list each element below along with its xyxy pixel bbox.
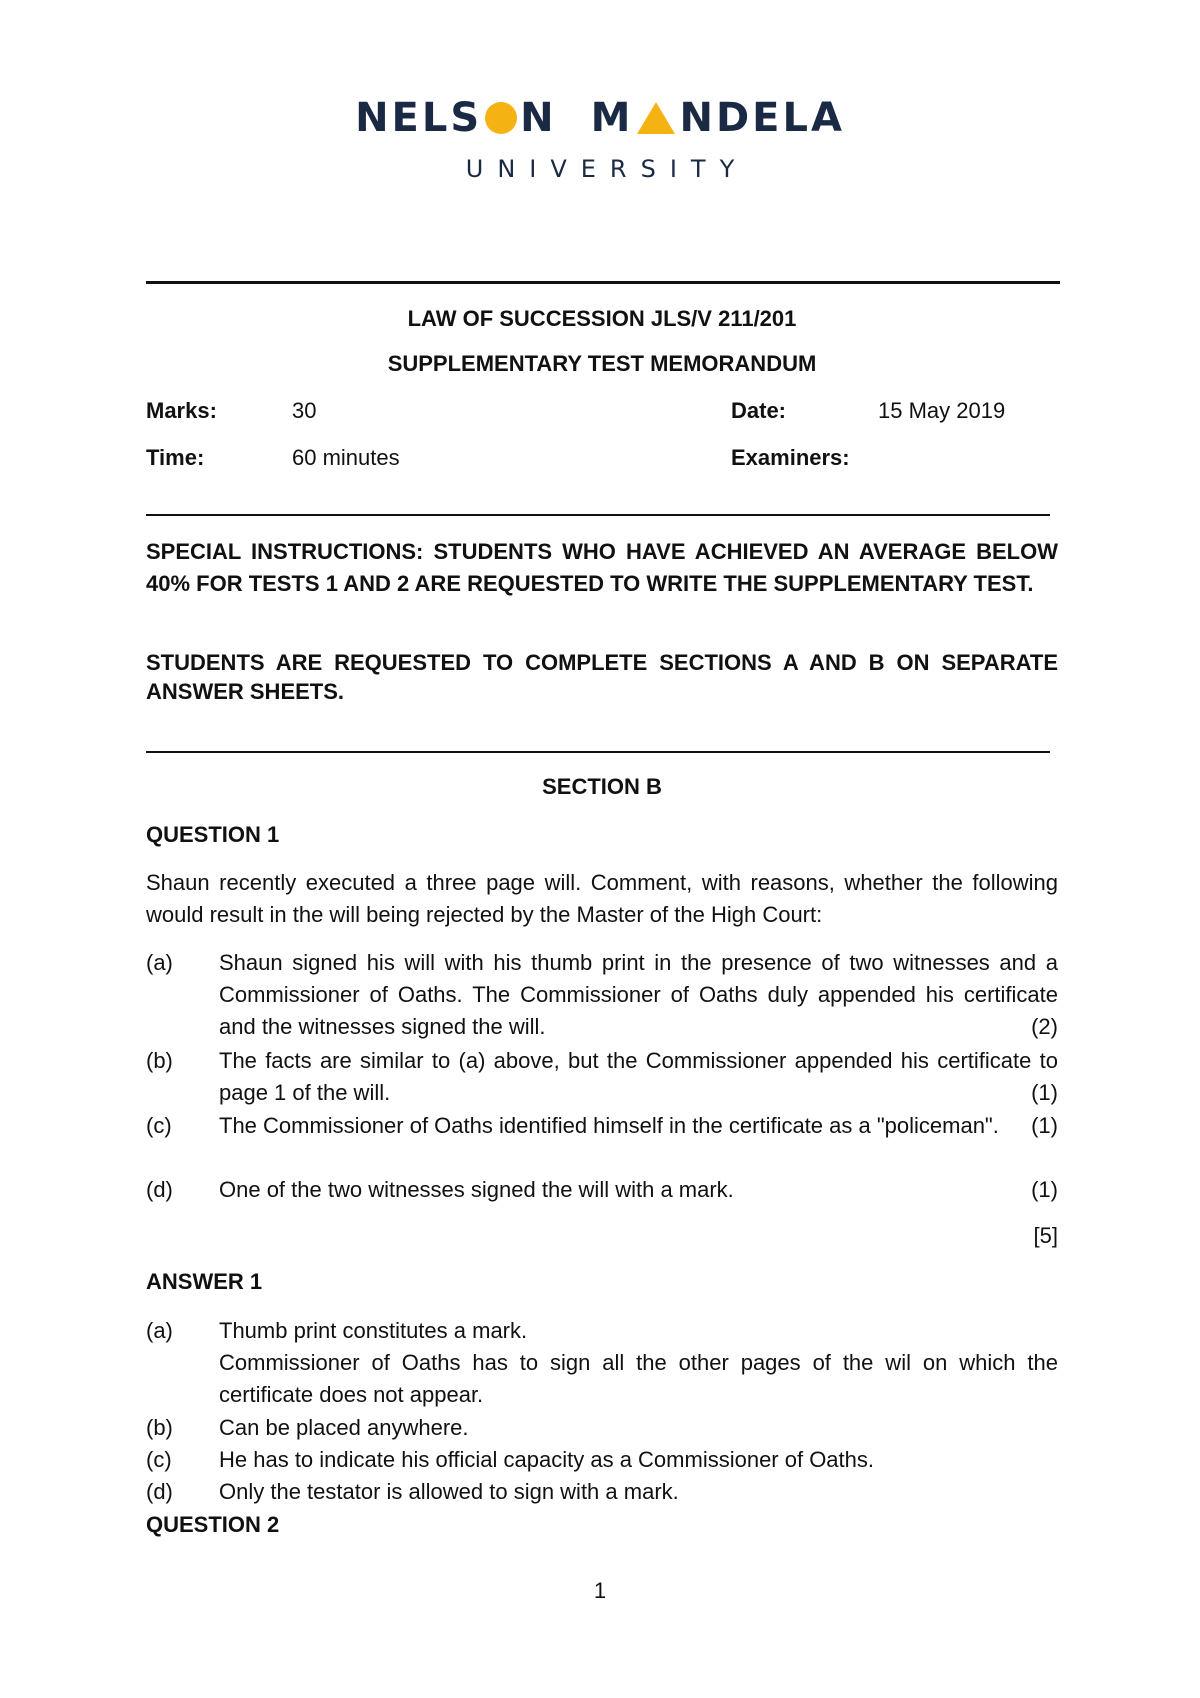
logo-subtitle: UNIVERSITY: [465, 155, 749, 183]
logo-triangle-icon: [637, 102, 675, 134]
item-marks: (1): [1031, 1177, 1058, 1202]
question-item: [146, 1110, 1058, 1142]
item-label: (b): [146, 1415, 173, 1440]
marks-value: 30: [292, 398, 317, 423]
time-value: 60 minutes: [292, 445, 400, 470]
question-1-total: [5]: [1033, 1223, 1058, 1248]
answer-line: Commissioner of Oaths has to sign all the other pages of the wil on which the certificate does not appear.: [219, 1350, 1058, 1407]
item-label: (d): [146, 1479, 173, 1504]
question-2-heading: QUESTION 2: [146, 1512, 280, 1537]
date-value: 15 May 2019: [878, 398, 1006, 423]
question-item: [146, 1045, 1058, 1109]
question-1-intro: Shaun recently executed a three page will. Comment, with reasons, whether the following would result in the will being rejected by the Master of the High Court:: [146, 870, 1058, 927]
special-instructions: SPECIAL INSTRUCTIONS: STUDENTS WHO HAVE ACHIEVED AN AVERAGE BELOW 40% FOR TESTS 1 AND 2 ARE REQUESTED TO WRITE THE SUPPLEMENTARY TEST.: [146, 539, 1058, 596]
item-text: One of the two witnesses signed the will with a mark.: [219, 1177, 734, 1202]
logo-text-m: M: [590, 95, 634, 141]
item-text: The facts are similar to (a) above, but the Commissioner appended his certificate to page 1 of the will.: [219, 1048, 1058, 1105]
answer-line: Thumb print constitutes a mark.: [219, 1318, 528, 1343]
logo-wordmark: [355, 95, 845, 141]
course-title: LAW OF SUCCESSION JLS/V 211/201: [407, 306, 797, 331]
logo-text-n: N: [520, 95, 557, 141]
answer-item: [146, 1412, 1058, 1444]
item-text: The Commissioner of Oaths identified himself in the certificate as a "policeman".: [219, 1113, 999, 1138]
answer-line: He has to indicate his official capacity as a Commissioner of Oaths.: [219, 1447, 875, 1472]
item-label: (c): [146, 1447, 172, 1472]
answer-1-heading: ANSWER 1: [146, 1269, 263, 1294]
marks-label: Marks:: [146, 398, 217, 423]
answer-item: [146, 1476, 1058, 1508]
item-label: (a): [146, 1318, 173, 1343]
answer-line: Only the testator is allowed to sign with a mark.: [219, 1479, 679, 1504]
university-logo: [0, 95, 1200, 183]
divider: [146, 751, 1050, 753]
answer-item: [146, 1315, 1058, 1411]
time-label: Time:: [146, 445, 205, 470]
document-title: SUPPLEMENTARY TEST MEMORANDUM: [387, 351, 817, 376]
examiners-label: Examiners:: [731, 445, 850, 470]
logo-text-ndela: NDELA: [679, 95, 845, 141]
logo-text-nels: NELS: [355, 95, 483, 141]
item-label: (c): [146, 1113, 172, 1138]
item-label: (d): [146, 1177, 173, 1202]
item-text: Shaun signed his will with his thumb print in the presence of two witnesses and a Commissioner of Oaths. The Commissioner of Oaths duly appended his certificate and the witnesses signed the will.: [219, 950, 1058, 1039]
instructions-answer-sheets: STUDENTS ARE REQUESTED TO COMPLETE SECTIONS A AND B ON SEPARATE ANSWER SHEETS.: [146, 650, 1058, 704]
question-1-heading: QUESTION 1: [146, 822, 280, 847]
date-label: Date:: [731, 398, 787, 423]
page-number: 1: [593, 1578, 607, 1603]
header-divider: [146, 281, 1060, 284]
logo-circle-icon: [485, 102, 517, 134]
question-item: [146, 1174, 1058, 1206]
divider: [146, 514, 1050, 516]
answer-line: Can be placed anywhere.: [219, 1415, 469, 1440]
item-marks: (1): [1031, 1113, 1058, 1138]
item-label: (b): [146, 1048, 173, 1073]
item-label: (a): [146, 950, 173, 975]
question-item: [146, 947, 1058, 1043]
answer-item: [146, 1444, 1058, 1476]
item-marks: (1): [1031, 1080, 1058, 1105]
item-marks: (2): [1031, 1014, 1058, 1039]
section-title: SECTION B: [542, 774, 662, 799]
